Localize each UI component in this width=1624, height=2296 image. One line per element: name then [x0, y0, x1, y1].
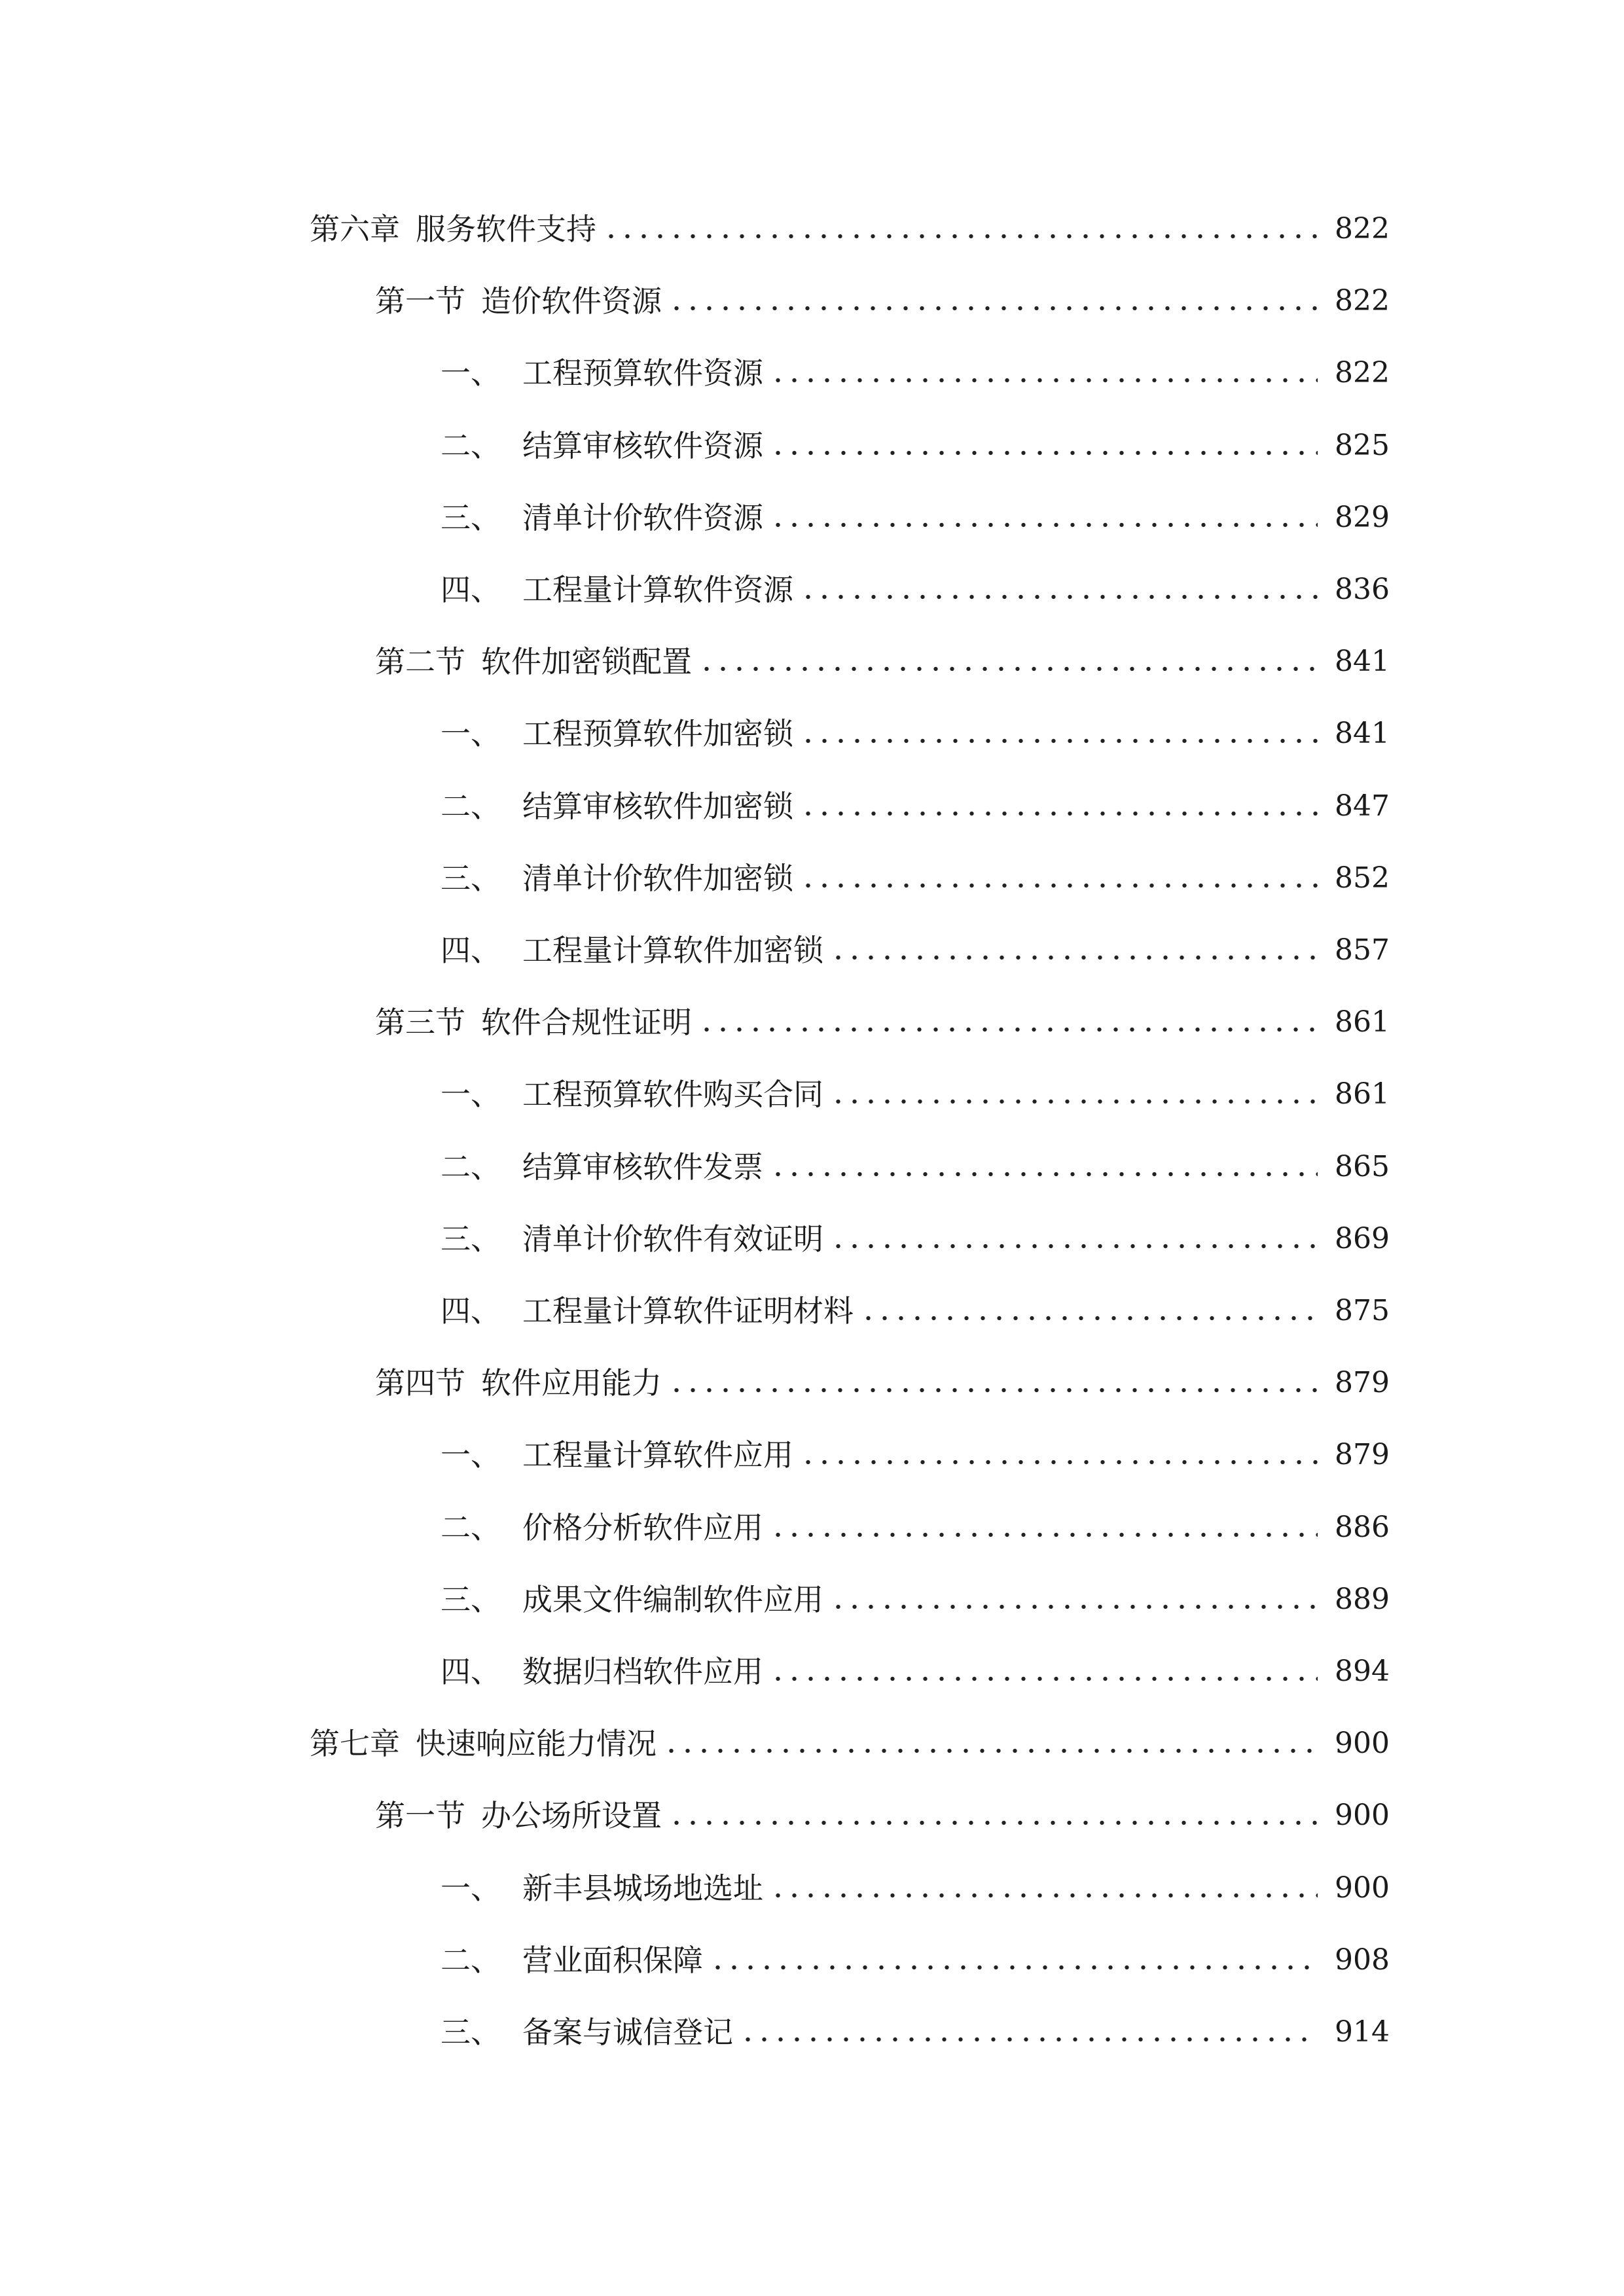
toc-entry-prefix: 三、 [441, 1581, 501, 1617]
toc-entry-title: 软件加密锁配置 [481, 644, 692, 680]
toc-entry[interactable] [0, 626, 1624, 698]
toc-entry[interactable] [0, 1924, 1624, 1996]
toc-dot-leader [698, 1007, 1318, 1037]
toc-entry[interactable] [0, 1203, 1624, 1275]
toc-entry-prefix: 四、 [441, 1293, 501, 1329]
toc-entry-title: 备案与诚信登记 [522, 2015, 733, 2050]
toc-entry-prefix: 三、 [441, 860, 501, 896]
toc-entry[interactable] [0, 410, 1624, 482]
toc-dot-leader [663, 1729, 1318, 1759]
toc-entry-heading [0, 283, 662, 319]
toc-entry-title: 价格分析软件应用 [522, 1509, 763, 1545]
toc-entry-title: 数据归档软件应用 [522, 1654, 763, 1689]
toc-entry-page-number: 908 [1335, 1943, 1390, 1977]
toc-dot-leader [698, 647, 1318, 677]
toc-entry-title: 工程量计算软件加密锁 [522, 933, 823, 968]
toc-entry-page-number: 886 [1335, 1510, 1390, 1544]
toc-dot-leader [830, 1079, 1318, 1109]
toc-entry-prefix: 三、 [441, 1221, 501, 1257]
toc-entry[interactable] [0, 265, 1624, 337]
toc-entry-title: 办公场所设置 [481, 1798, 662, 1834]
toc-dot-leader [770, 503, 1318, 533]
toc-entry-heading [0, 572, 793, 607]
toc-entry-page-number: 894 [1335, 1655, 1390, 1688]
toc-entry-page-number: 879 [1335, 1366, 1390, 1400]
toc-dot-leader [770, 431, 1318, 461]
toc-dot-leader [668, 286, 1318, 316]
toc-entry-heading [0, 860, 793, 896]
toc-entry-prefix: 四、 [441, 1654, 501, 1689]
toc-entry-page-number: 900 [1335, 1727, 1390, 1761]
toc-entry-heading [0, 1149, 763, 1185]
toc-entry-page-number: 879 [1335, 1438, 1390, 1472]
toc-dot-leader [740, 2017, 1318, 2047]
toc-entry-prefix: 一、 [441, 1077, 501, 1113]
toc-entry-title: 工程预算软件购买合同 [522, 1077, 823, 1113]
toc-entry-heading [0, 1654, 763, 1689]
toc-entry-heading [0, 1221, 823, 1257]
toc-entry-heading [0, 1293, 854, 1329]
toc-entry-heading [0, 788, 793, 824]
toc-dot-leader [800, 863, 1318, 893]
toc-dot-leader [770, 358, 1318, 388]
toc-dot-leader [830, 1585, 1318, 1615]
toc-entry[interactable] [0, 842, 1624, 914]
toc-dot-leader [830, 1224, 1318, 1254]
toc-entry-heading [0, 1005, 692, 1041]
toc-entry-title: 工程预算软件加密锁 [522, 716, 793, 752]
toc-entry-heading [0, 2015, 733, 2050]
toc-entry-prefix: 第一节 [375, 1798, 465, 1834]
toc-entry-title: 清单计价软件有效证明 [522, 1221, 823, 1257]
toc-entry-heading [0, 644, 692, 680]
toc-entry-title: 工程量计算软件资源 [522, 572, 793, 607]
toc-entry[interactable] [0, 986, 1624, 1058]
toc-entry-heading [0, 1798, 662, 1834]
toc-entry-page-number: 836 [1335, 573, 1390, 606]
toc-entry-heading [0, 211, 596, 247]
toc-entry[interactable] [0, 1419, 1624, 1491]
toc-entry-prefix: 四、 [441, 572, 501, 607]
toc-dot-leader [770, 1513, 1318, 1543]
toc-entry-prefix: 四、 [441, 933, 501, 968]
toc-entry-heading [0, 1077, 823, 1113]
toc-entry-heading [0, 716, 793, 752]
toc-entry-heading [0, 427, 763, 463]
toc-entry-prefix: 三、 [441, 2015, 501, 2050]
toc-entry-heading [0, 1509, 763, 1545]
toc-entry-page-number: 865 [1335, 1149, 1390, 1183]
toc-entry[interactable] [0, 770, 1624, 842]
toc-dot-leader [603, 214, 1318, 244]
toc-entry-page-number: 822 [1335, 284, 1390, 318]
toc-entry-prefix: 一、 [441, 355, 501, 391]
toc-dot-leader [668, 1368, 1318, 1398]
toc-entry[interactable] [0, 193, 1624, 265]
toc-entry-page-number: 825 [1335, 428, 1390, 462]
toc-entry-prefix: 一、 [441, 716, 501, 752]
toc-entry-heading [0, 933, 823, 968]
toc-entry-page-number: 889 [1335, 1582, 1390, 1616]
toc-dot-leader [860, 1296, 1318, 1326]
toc-entry-heading [0, 1437, 793, 1473]
toc-entry-page-number: 841 [1335, 645, 1390, 679]
toc-entry-heading [0, 1942, 703, 1978]
toc-entry-heading [0, 1870, 763, 1906]
toc-entry-prefix: 一、 [441, 1437, 501, 1473]
toc-entry-page-number: 829 [1335, 500, 1390, 534]
toc-entry-page-number: 822 [1335, 212, 1390, 245]
toc-dot-leader [800, 1440, 1318, 1470]
toc-entry-prefix: 第四节 [375, 1365, 465, 1401]
toc-entry-page-number: 822 [1335, 356, 1390, 390]
toc-entry-prefix: 第七章 [310, 1726, 400, 1762]
toc-entry-page-number: 900 [1335, 1871, 1390, 1905]
toc-dot-leader [830, 935, 1318, 965]
toc-entry-title: 造价软件资源 [481, 283, 662, 319]
toc-entry-prefix: 一、 [441, 1870, 501, 1906]
toc-entry-prefix: 二、 [441, 1149, 501, 1185]
toc-entry[interactable] [0, 1492, 1624, 1564]
toc-entry-page-number: 914 [1335, 2015, 1390, 2049]
toc-entry-title: 清单计价软件加密锁 [522, 860, 793, 896]
toc-dot-leader [710, 1945, 1318, 1975]
toc-entry[interactable] [0, 1131, 1624, 1203]
toc-dot-leader [770, 1873, 1318, 1903]
toc-dot-leader [770, 1152, 1318, 1182]
toc-entry-title: 工程预算软件资源 [522, 355, 763, 391]
toc-entry[interactable] [0, 1564, 1624, 1636]
toc-entry[interactable] [0, 1708, 1624, 1780]
toc-entry-title: 快速响应能力情况 [416, 1726, 657, 1762]
toc-entry-prefix: 二、 [441, 788, 501, 824]
toc-dot-leader [800, 719, 1318, 749]
toc-entry[interactable] [0, 337, 1624, 409]
toc-entry-page-number: 861 [1335, 1077, 1390, 1111]
toc-entry-prefix: 二、 [441, 427, 501, 463]
toc-entry[interactable] [0, 1852, 1624, 1924]
toc-entry-prefix: 第一节 [375, 283, 465, 319]
toc-entry-heading [0, 1726, 657, 1762]
toc-entry-prefix: 二、 [441, 1509, 501, 1545]
toc-entry-page-number: 847 [1335, 789, 1390, 823]
toc-entry-title: 软件合规性证明 [481, 1005, 692, 1041]
toc-entry-prefix: 第六章 [310, 211, 400, 247]
toc-entry-heading [0, 1365, 662, 1401]
toc-entry-page-number: 841 [1335, 717, 1390, 751]
toc-entry-title: 工程量计算软件应用 [522, 1437, 793, 1473]
toc-entry[interactable] [0, 1996, 1624, 2068]
toc-entry-heading [0, 1581, 823, 1617]
toc-entry[interactable] [0, 1636, 1624, 1708]
toc-entry-title: 结算审核软件资源 [522, 427, 763, 463]
toc-entry[interactable] [0, 482, 1624, 554]
toc-entry[interactable] [0, 1058, 1624, 1130]
toc-entry[interactable] [0, 1275, 1624, 1347]
toc-entry-title: 清单计价软件资源 [522, 499, 763, 535]
toc-entry[interactable] [0, 1347, 1624, 1419]
toc-entry[interactable] [0, 698, 1624, 770]
toc-entry-title: 结算审核软件发票 [522, 1149, 763, 1185]
toc-entry-prefix: 第三节 [375, 1005, 465, 1041]
toc-dot-leader [770, 1657, 1318, 1687]
toc-entry-title: 成果文件编制软件应用 [522, 1581, 823, 1617]
toc-entry-prefix: 二、 [441, 1942, 501, 1978]
toc-entry-page-number: 852 [1335, 861, 1390, 895]
toc-entry-title: 营业面积保障 [522, 1942, 703, 1978]
toc-entry[interactable] [0, 914, 1624, 986]
toc-dot-leader [800, 575, 1318, 605]
toc-entry-heading [0, 355, 763, 391]
toc-entry-title: 软件应用能力 [481, 1365, 662, 1401]
toc-dot-leader [668, 1801, 1318, 1831]
toc-entry-heading [0, 499, 763, 535]
toc-entry-title: 服务软件支持 [416, 211, 596, 247]
toc-entry[interactable] [0, 554, 1624, 626]
toc-entry-page-number: 875 [1335, 1294, 1390, 1327]
toc-entry-title: 结算审核软件加密锁 [522, 788, 793, 824]
toc-entry[interactable] [0, 1780, 1624, 1852]
toc-entry-prefix: 第二节 [375, 644, 465, 680]
toc-entry-page-number: 857 [1335, 933, 1390, 967]
toc-entry-page-number: 900 [1335, 1799, 1390, 1833]
toc-entry-title: 工程量计算软件证明材料 [522, 1293, 854, 1329]
toc-entry-page-number: 861 [1335, 1005, 1390, 1039]
toc-entry-prefix: 三、 [441, 499, 501, 535]
toc-dot-leader [800, 791, 1318, 821]
toc-entry-page-number: 869 [1335, 1221, 1390, 1255]
toc-entry-title: 新丰县城场地选址 [522, 1870, 763, 1906]
